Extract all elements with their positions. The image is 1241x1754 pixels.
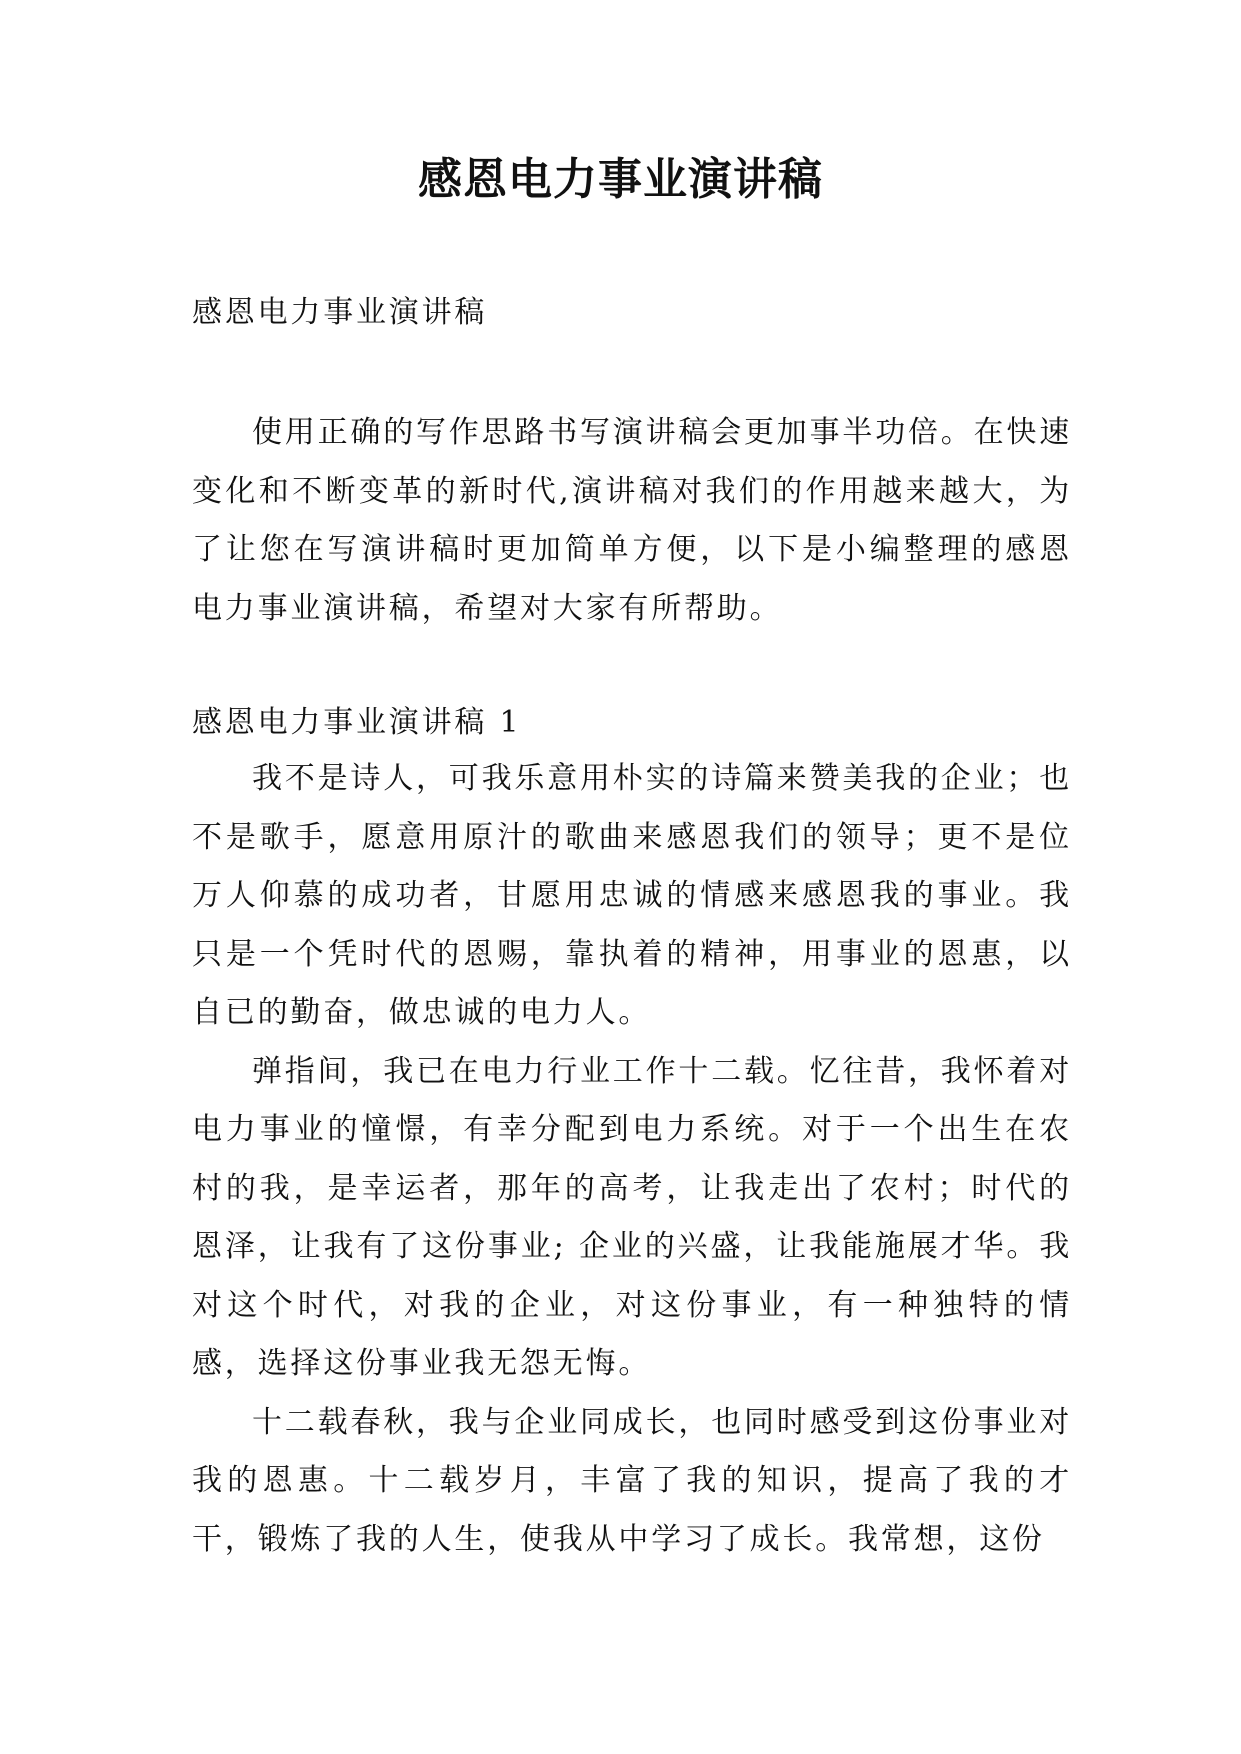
document-title: 感恩电力事业演讲稿 — [418, 154, 823, 205]
intro-text: 使用正确的写作思路书写演讲稿会更加事半功倍。在快速变化和不断变革的新时代,演讲稿对我们的作用越来越大，为了让您在写演讲稿时更加简单方便，以下是小编整理的感恩电力事业演讲稿，希望对大家有所帮助。 — [192, 415, 1072, 626]
section-heading: 感恩电力事业演讲稿 1 — [192, 705, 522, 740]
document-subtitle: 感恩电力事业演讲稿 — [192, 295, 488, 330]
intro-paragraph — [192, 404, 1072, 638]
speech-body — [192, 750, 1072, 1569]
body-paragraph: 十二载春秋，我与企业同成长，也同时感受到这份事业对我的恩惠。十二载岁月，丰富了我的知识，提高了我的才干，锻炼了我的人生，使我从中学习了成长。我常想，这份 — [192, 1404, 1072, 1557]
body-paragraph: 我不是诗人，可我乐意用朴实的诗篇来赞美我的企业；也不是歌手，愿意用原汁的歌曲来感恩我们的领导；更不是位万人仰慕的成功者，甘愿用忠诚的情感来感恩我的事业。我只是一个凭时代的恩赐，靠执着的精神，用事业的恩惠，以自已的勤奋，做忠诚的电力人。 — [192, 761, 1072, 1030]
body-paragraph: 弹指间，我已在电力行业工作十二载。忆往昔，我怀着对电力事业的憧憬，有幸分配到电力系统。对于一个出生在农村的我，是幸运者，那年的高考，让我走出了农村；时代的恩泽，让我有了这份事业; 企业的兴盛，让我能施展才华。我对这个时代，对我的企业，对这份事业，有一种独特的情感，选择这份事业我无怨无悔。 — [192, 1053, 1072, 1381]
